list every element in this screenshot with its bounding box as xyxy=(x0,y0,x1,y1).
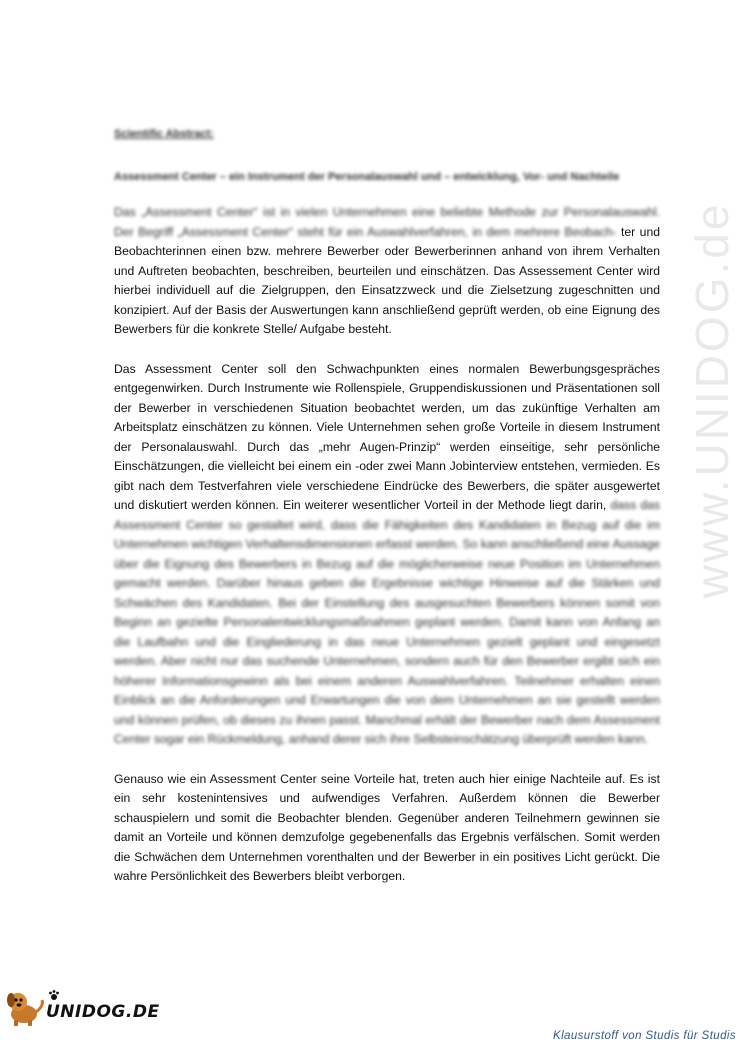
document-content xyxy=(114,128,660,907)
unidog-logo[interactable] xyxy=(4,988,160,1028)
paw-icon xyxy=(48,989,60,1001)
document-title: Assessment Center – ein Instrument der Personalauswahl und – entwicklung, Vor- und Nachteile xyxy=(114,171,620,183)
paragraph-intro-text: ter und Beobachterinnen einen bzw. mehrere Bewerber oder Bewerberinnen anhand von ihrem Verhalten und Auftreten beobachten, beschreiben, beurteilen und einschätzen. Das Assessement Center wird hierbei individuell auf die Zielgruppen, den Einsatzzweck und die Zielsetzung zugeschnitten und konzipiert. Auf der Basis der Auswertungen kann anschließend geprüft werden, ob eine Eignung des Bewerbers für die konkrete Stelle/ Aufgabe besteht. xyxy=(114,224,661,336)
footer-tagline: Klausurstoff von Studis für Studis xyxy=(553,1030,736,1042)
abstract-label: Scientific Abstract: xyxy=(114,128,214,140)
paragraph-disadvantages xyxy=(114,770,660,887)
dog-mascot-icon xyxy=(4,988,48,1028)
logo-text: UNIDOG.DE xyxy=(46,1002,160,1022)
paragraph-intro xyxy=(114,203,660,340)
paragraph-disadvantages-text: Genauso wie ein Assessment Center seine Vorteile hat, treten auch hier einige Nachteile auf. Es ist ein sehr kostenintensives und aufwendiges Verfahren. Außerdem können die Bewerber schauspielern und somit die Beobachter blenden. Gegenüber anderen Teilnehmern gewinnen sie damit an Vorteile und können demzufolge gegebenenfalls das Ergebnis verfälschen. Somit werden die Schwächen dem Unternehmen vorenthalten und der Bewerber in ein positives Licht gerückt. Die wahre Persönlichkeit des Bewerbers bleibt verborgen. xyxy=(114,771,660,883)
paragraph-intro-blurred: Das „Assessment Center“ ist in vielen Unternehmen eine beliebte Methode zur Personalauswahl. Der Begriff „Assessment Center“ steht für ein Auswahlverfahren, in dem mehrere Beobach- xyxy=(114,205,660,239)
paragraph-advantages-text: Das Assessment Center soll den Schwachpunkten eines normalen Bewerbungsgespräches entgegenwirken. Durch Instrumente wie Rollenspiele, Gruppendiskussionen und Präsentationen soll der Bewerber in verschiedenen Situation beobachtet werden, um das zukünftige Verhalten am Arbeitsplatz einschätzen zu können. Viele Unternehmen sehen große Vorteile in diesem Instrument der Personalauswahl. Durch das „mehr Augen-Prinzip“ werden einseitige, sehr persönliche Einschätzungen, die vielleicht bei einem ein -oder zwei Mann Jobinterview entstehen, vermieden. Es gibt nach dem Testverfahren viele verschiedene Eindrücke des Bewerbers, die später ausgewertet und diskutiert werden können. Ein weiterer wesentlicher Vorteil in der Methode liegt darin, xyxy=(114,361,660,512)
site-watermark: www.UNIDOG.de xyxy=(686,201,738,599)
paragraph-advantages xyxy=(114,360,660,750)
paragraph-advantages-blurred: dass das Assessment Center so gestaltet wird, dass die Fähigkeiten des Kandidaten in Bezug auf die im Unternehmen wichtigen Verhaltensdimensionen erfasst werden. So kann anschließend eine Aussage über die Eignung des Bewerbers in Bezug auf die möglicherweise neue Position im Unternehmen gemacht werden. Darüber hinaus geben die Ergebnisse wichtige Hinweise auf die Stärken und Schwächen des Kandidaten. Bei der Einstellung des ausgesuchten Bewerbers können somit von Beginn an gezielte Personalentwicklungsmaßnahmen geplant werden. Damit kann von Anfang an die Laufbahn und die Eingliederung in das neue Unternehmen gezielt geplant und eingesetzt werden. Aber nicht nur das suchende Unternehmen, sondern auch für den Bewerber ergibt sich ein höherer Informationsgewinn als bei einem anderen Auswahlverfahren. Teilnehmer erhalten einen Einblick an die Anforderungen und Erwartungen die von dem Unternehmen an sie gestellt werden und können prüfen, ob dieses zu ihnen passt. Manchmal erhält der Bewerber nach dem Assessment Center sogar ein Rückmeldung, anhand derer sich ihre Selbsteinschätzung überprüft werden kann. xyxy=(114,498,661,746)
